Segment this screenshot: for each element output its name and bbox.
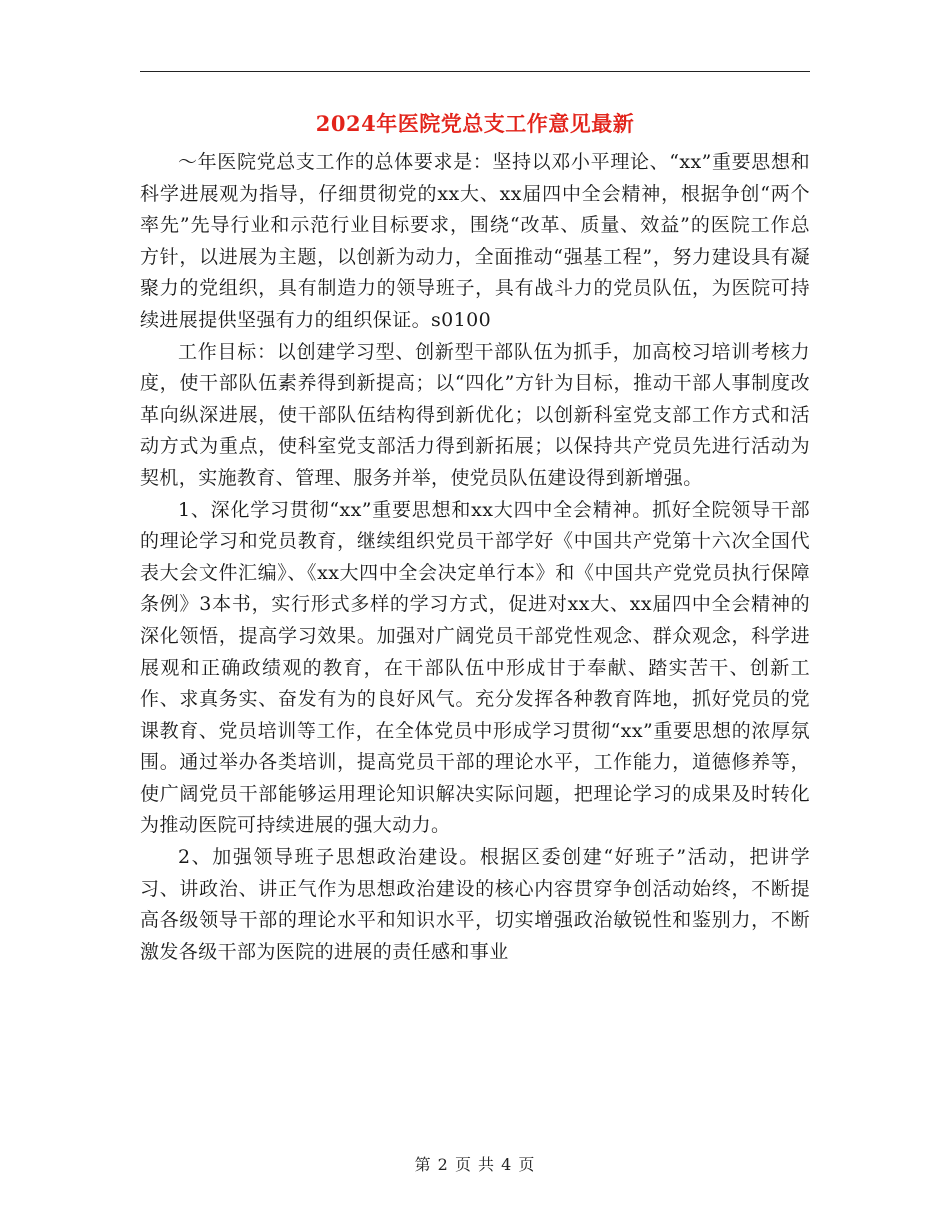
- document-title: 2024年医院党总支工作意见最新: [315, 111, 635, 136]
- document-body: [140, 147, 810, 968]
- header-rule: [140, 71, 810, 72]
- paragraph-item-2: 2、加强领导班子思想政治建设。根据区委创建“好班子”活动，把讲学习、讲政治、讲正气作为思想政治建设的核心内容贯穿争创活动始终，不断提高各级领导干部的理论水平和知识水平，切实增强政治敏锐性和鉴别力，不断激发各级干部为医院的进展的责任感和事业: [140, 846, 810, 963]
- paragraph-item-1: 1、深化学习贯彻“xx”重要思想和xx大四中全会精神。抓好全院领导干部的理论学习和党员教育，继续组织党员干部学好《中国共产党第十六次全国代表大会文件汇编》、《xx大四中全会决定单行本》和《中国共产党党员执行保障条例》3本书，实行形式多样的学习方式，促进对xx大、xx届四中全会精神的深化领悟，提高学习效果。加强对广阔党员干部党性观念、群众观念，科学进展观和正确政绩观的教育，在干部队伍中形成甘于奉献、踏实苦干、创新工作、求真务实、奋发有为的良好风气。充分发挥各种教育阵地，抓好党员的党课教育、党员培训等工作，在全体党员中形成学习贯彻“xx”重要思想的浓厚氛围。通过举办各类培训，提高党员干部的理论水平，工作能力，道德修养等，使广阔党员干部能够运用理论知识解决实际问题，把理论学习的成果及时转化为推动医院可持续进展的强大动力。: [140, 498, 810, 837]
- paragraph-goals: 工作目标：以创建学习型、创新型干部队伍为抓手，加高校习培训考核力度，使干部队伍素养得到新提高；以“四化”方针为目标，推动干部人事制度改革向纵深进展，使干部队伍结构得到新优化；以创新科室党支部工作方式和活动方式为重点，使科室党支部活力得到新拓展；以保持共产党员先进行活动为契机，实施教育、管理、服务并举，使党员队伍建设得到新增强。: [140, 340, 810, 489]
- page-number: 第 2 页 共 4 页: [414, 1155, 536, 1174]
- paragraph-overview: ～年医院党总支工作的总体要求是：坚持以邓小平理论、“xx”重要思想和科学进展观为指导，仔细贯彻党的xx大、xx届四中全会精神，根据争创“两个率先”先导行业和示范行业目标要求，围绕“改革、质量、效益”的医院工作总方针，以进展为主题，以创新为动力，全面推动“强基工程”，努力建设具有凝聚力的党组织，具有制造力的领导班子，具有战斗力的党员队伍，为医院可持续进展提供坚强有力的组织保证。s0100: [140, 151, 810, 331]
